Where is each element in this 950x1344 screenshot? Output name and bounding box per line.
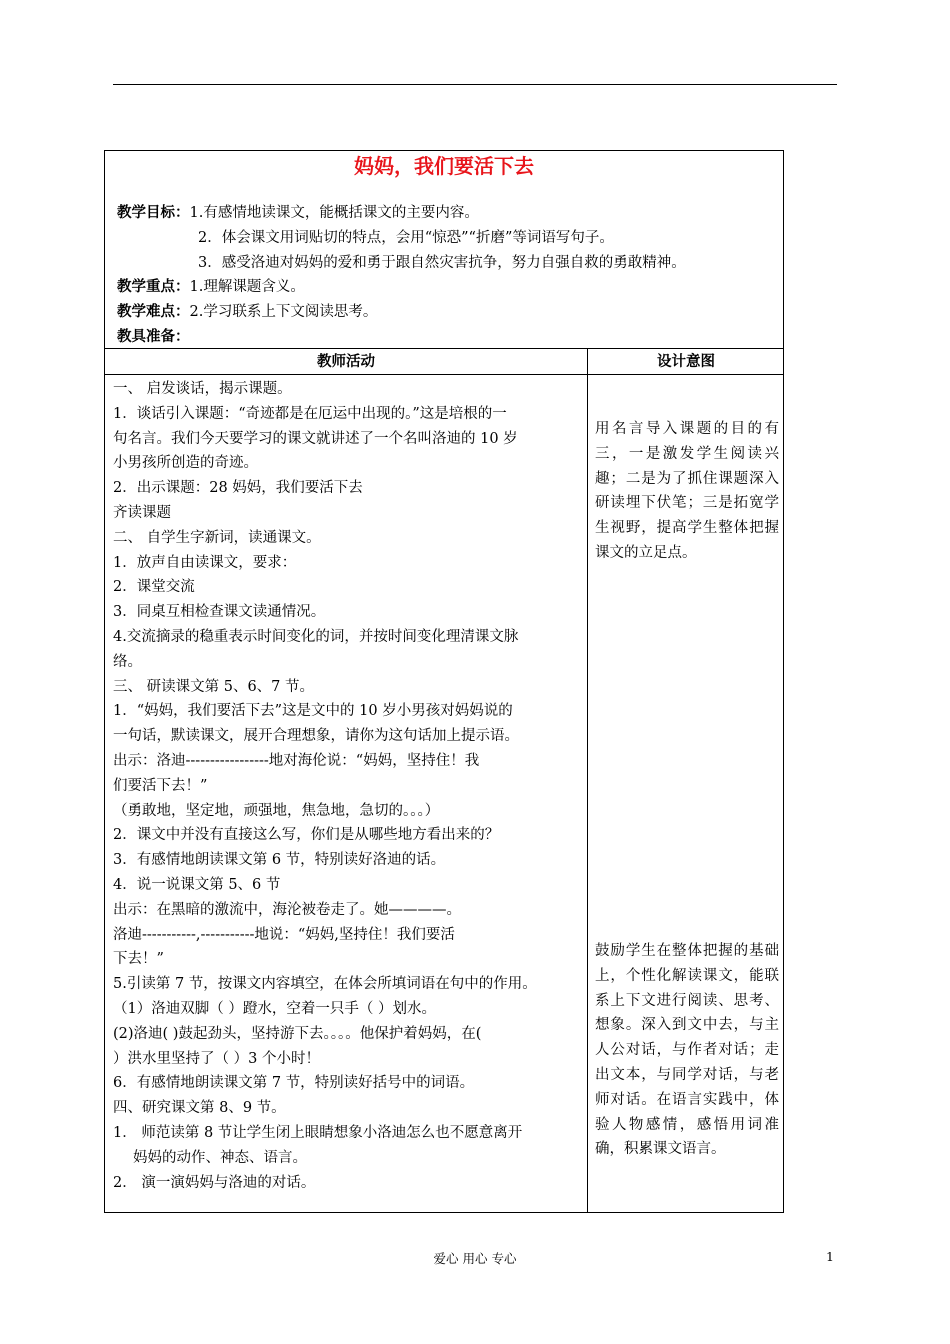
activity-line: 出示：洛迪-----------------地对海伦说：“妈妈，坚持住！我	[113, 752, 480, 769]
activity-line: 四、研究课文第 8、9 节。	[113, 1100, 286, 1117]
activity-line: (2)洛迪( )鼓起劲头，坚持游下去。。。。他保护着妈妈，在(	[113, 1025, 482, 1042]
column-divider	[587, 349, 588, 1213]
activity-line: 一、 启发谈话，揭示课题。	[113, 381, 292, 397]
activity-line: 句名言。我们今天要学习的课文就讲述了一个名叫洛迪的 10 岁	[113, 430, 518, 447]
activity-line: 1．谈话引入课题：“奇迹都是在厄运中出现的。”这是培根的一	[113, 405, 507, 422]
activity-line: 1． 师范读第 8 节让学生闭上眼睛想象小洛迪怎么也不愿意离开	[113, 1124, 523, 1141]
header-rule	[113, 84, 837, 85]
activity-line: 们要活下去！”	[113, 777, 208, 794]
activity-line: 2．课堂交流	[113, 579, 195, 596]
objective-item-3: 3．感受洛迪对妈妈的爱和勇于跟自然灾害抗争，努力自强自救的勇敢精神。	[198, 255, 686, 271]
table-header-row	[105, 349, 783, 375]
objectives-line-1	[117, 203, 479, 223]
focus-label: 教学重点：	[117, 278, 190, 295]
page-number: 1	[826, 1249, 834, 1264]
teacher-activity-column	[113, 377, 581, 1195]
activity-line: 小男孩所创造的奇迹。	[113, 455, 258, 472]
design-intent-para-2: 鼓励学生在整体把握的基础上，个性化解读课文，能联系上下文进行阅读、思考、想象。深入到文中去，与主人公对话，与作者对话；走出文本，与同学对话，与老师对话。在语言实践中，体验人物感情，感悟用词准确，积累课文语言。	[595, 943, 779, 1158]
activity-line: 2． 演一演妈妈与洛迪的对话。	[113, 1174, 316, 1191]
activity-line: 络。	[113, 653, 142, 670]
activity-line: 2．课文中并没有直接这么写，你们是从哪些地方看出来的？	[113, 827, 500, 844]
activity-line: 4．说一说课文第 5、6 节	[113, 876, 281, 893]
activity-line: 洛迪-----------,-----------地说：“妈妈,坚持住！我们要活	[113, 926, 455, 943]
objective-item-1: 1.有感情地读课文，能概括课文的主要内容。	[189, 205, 479, 221]
lesson-plan-table	[104, 150, 784, 1213]
objectives-label: 教学目标：	[117, 204, 190, 221]
activity-line: 妈妈的动作、神态、语言。	[133, 1149, 307, 1166]
design-intent-para-1: 用名言导入课题的目的有三，一是激发学生阅读兴趣；二是为了抓住课题深入研读埋下伏笔；三是拓宽学生视野，提高学生整体把握课文的立足点。	[595, 421, 779, 561]
activity-line: 出示：在黑暗的激流中，海沦被卷走了。她————。	[113, 901, 461, 918]
activity-line: （勇敢地，坚定地，顽强地，焦急地，急切的。。。）	[113, 802, 440, 819]
activity-line: 6．有感情地朗读课文第 7 节，特别读好括号中的词语。	[113, 1075, 475, 1092]
activity-line: 3．同桌互相检查课文读通情况。	[113, 604, 326, 621]
activity-line: 3．有感情地朗读课文第 6 节，特别读好洛迪的话。	[113, 852, 446, 869]
activity-line: （1）洛迪双脚（ ）蹬水，空着一只手（ ）划水。	[113, 1000, 436, 1017]
activity-line: 齐读课题	[113, 504, 171, 521]
activity-line: 1．放声自由读课文，要求：	[113, 554, 297, 571]
activity-line: 5.引读第 7 节，按课文内容填空，在体会所填词语在句中的作用。	[113, 976, 537, 993]
header-design-intent: 设计意图	[657, 353, 715, 370]
focus-text: 1.理解课题含义。	[189, 279, 305, 295]
objective-item-2: 2．体会课文用词贴切的特点，会用“惊恐”“折磨”等词语写句子。	[198, 230, 614, 246]
activity-line: 下去！”	[113, 951, 164, 968]
activity-line: 二、 自学生字新词，读通课文。	[113, 529, 321, 546]
difficulty-text: 2.学习联系上下文阅读思考。	[189, 304, 378, 320]
activity-line: ）洪水里坚持了（ ）3 个小时！	[113, 1050, 320, 1067]
activity-line: 一句话，默读课文，展开合理想象，请你为这句话加上提示语。	[113, 728, 519, 745]
focus-line	[117, 277, 305, 297]
activity-line: 2．出示课题：28 妈妈，我们要活下去	[113, 480, 363, 497]
difficulty-label: 教学难点：	[117, 303, 190, 320]
tools-label: 教具准备：	[117, 328, 190, 345]
activity-line: 1．“妈妈，我们要活下去”这是文中的 10 岁小男孩对妈妈说的	[113, 703, 513, 720]
difficulty-line	[117, 302, 377, 322]
activity-line: 4.交流摘录的稳重表示时间变化的词，并按时间变化理清课文脉	[113, 628, 519, 645]
header-teacher-activity: 教师活动	[317, 353, 375, 370]
footer-motto: 爱心 用心 专心	[433, 1251, 517, 1266]
lesson-header	[105, 151, 783, 349]
activity-line: 三、 研读课文第 5、6、7 节。	[113, 678, 315, 695]
lesson-title: 妈妈，我们要活下去	[354, 154, 534, 178]
tools-line	[117, 327, 190, 347]
